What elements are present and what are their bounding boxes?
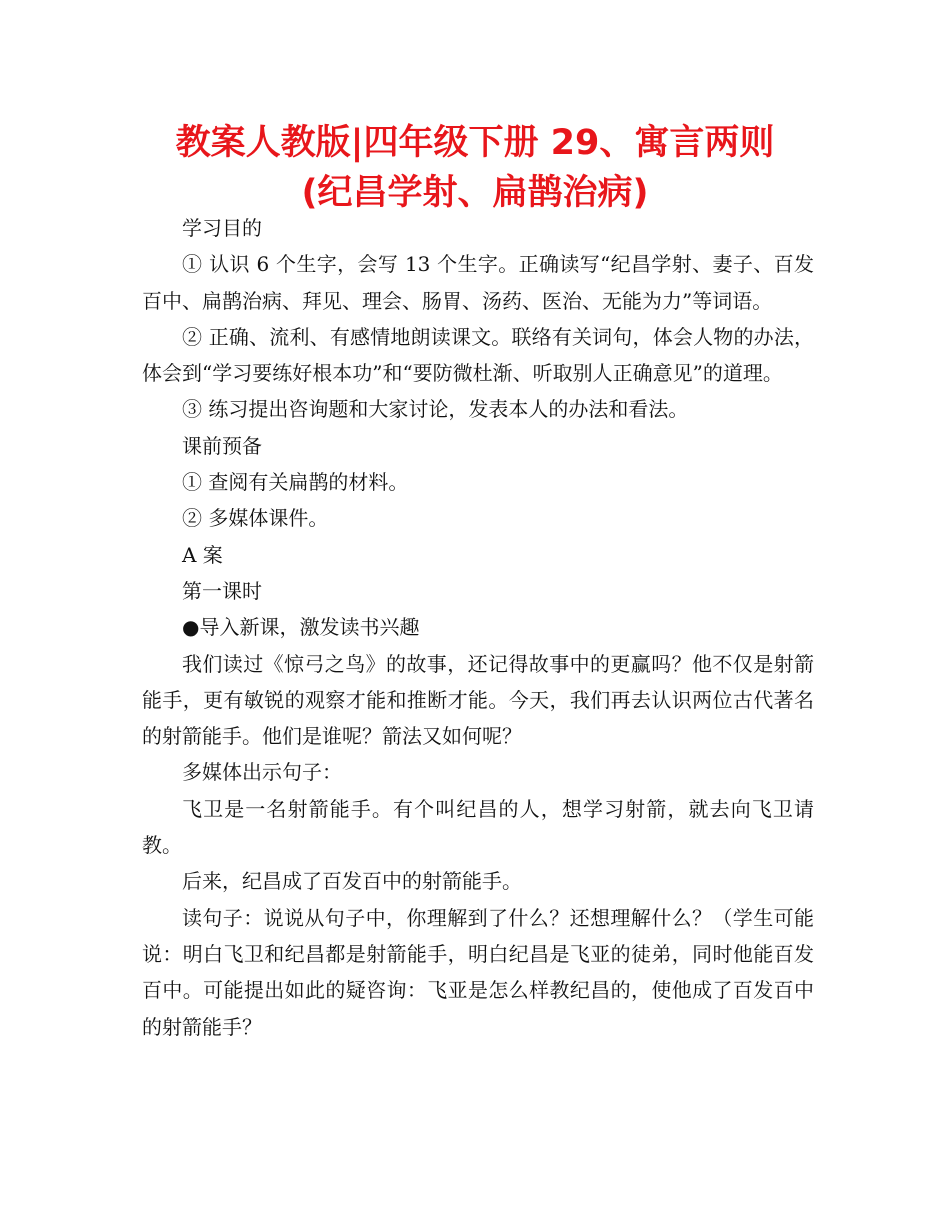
bullet-intro: ●导入新课，激发读书兴趣	[182, 615, 420, 640]
paragraph-multimedia: 多媒体出示句子：	[182, 760, 342, 785]
paragraph-preparation-1: ① 查阅有关扁鹊的材料。	[182, 470, 409, 495]
paragraph-reading: 读句子：说说从句子中，你理解到了什么？还想理解什么？（学生可能说：明白飞卫和纪昌都是射箭能手，明白纪昌是飞亚的徒弟，同时他能百发百中。可能提出如此的疑咨询：飞亚是怎么样教纪昌的，使他成了百发百中的射箭能手？	[142, 905, 814, 1039]
page-title	[60, 118, 890, 218]
paragraph-objective-1: ① 认识 6 个生字，会写 13 个生字。正确读写“纪昌学射、妻子、百发百中、扁鹊治病、拜见、理会、肠胃、汤药、医治、无能为力”等词语。	[142, 252, 814, 313]
paragraph-preparation-2: ② 多媒体课件。	[182, 506, 329, 531]
section-heading-lesson-1: 第一课时	[182, 578, 262, 603]
title-line-2: (纪昌学射、扁鹊治病)	[301, 173, 649, 213]
section-heading-preparation: 课前预备	[182, 433, 262, 458]
paragraph-objective-2: ② 正确、流利、有感情地朗读课文。联络有关词句，体会人物的办法，体会到“学习要练好根本功”和“要防微杜渐、听取别人正确意见”的道理。	[142, 324, 814, 386]
paragraph-objective-3: ③ 练习提出咨询题和大家讨论，发表本人的办法和看法。	[182, 397, 689, 422]
section-heading-plan-a: A 案	[182, 542, 223, 567]
paragraph-intro: 我们读过《惊弓之鸟》的故事，还记得故事中的更赢吗？他不仅是射箭能手，更有敏锐的观察才能和推断才能。今天，我们再去认识两位古代著名的射箭能手。他们是谁呢？箭法又如何呢？	[142, 651, 814, 749]
document-body	[142, 210, 814, 1045]
section-heading-objectives: 学习目的	[182, 216, 262, 240]
paragraph-sentence-2: 后来，纪昌成了百发百中的射箭能手。	[182, 869, 522, 894]
paragraph-sentence-1: 飞卫是一名射箭能手。有个叫纪昌的人，想学习射箭，就去向飞卫请教。	[142, 796, 814, 858]
title-line-1: 教案人教版|四年级下册 29、寓言两则	[175, 123, 775, 163]
